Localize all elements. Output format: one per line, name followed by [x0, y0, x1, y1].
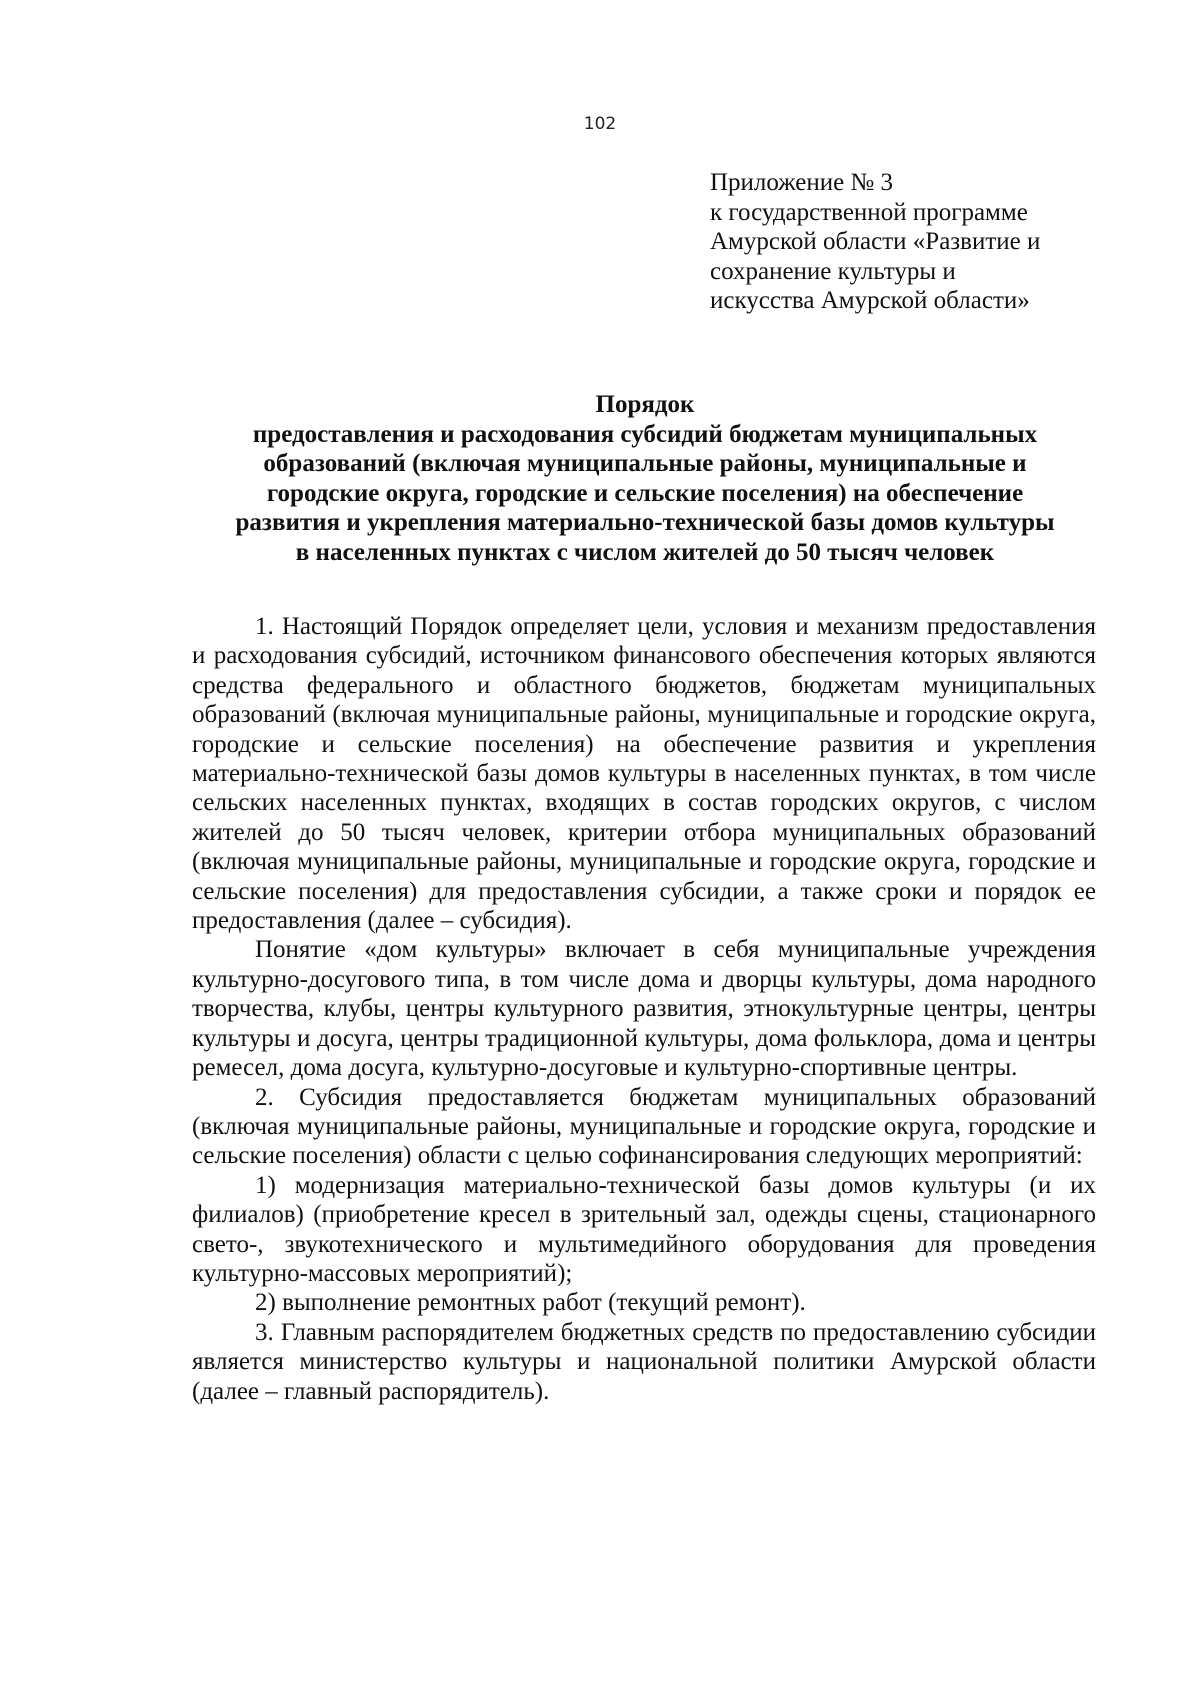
appendix-note: [710, 168, 1130, 316]
title-line: образований (включая муниципальные районы, муниципальные и: [263, 450, 1027, 477]
title-line: городские округа, городские и сельские поселения) на обеспечение: [266, 479, 1024, 507]
document-title: [150, 390, 1140, 567]
title-line: развития и укрепления материально-технической базы домов культуры: [235, 509, 1055, 536]
title-line: в населенных пунктах с числом жителей до 50 тысяч человек: [295, 538, 995, 566]
title-heading: Порядок: [595, 391, 695, 418]
appendix-line: Амурской области «Развитие и: [710, 228, 1041, 255]
paragraph-5: 2) выполнение ремонтных работ (текущий ремонт).: [255, 1289, 806, 1317]
paragraph-1: 1. Настоящий Порядок определяет цели, условия и механизм предоставления и расходования субсидий, источником финансового обеспечения которых являются средства федерального и областного бюджетов, бюджетам муниципальных образований (включая муниципальные районы, муниципальные и городские округа, городские и сельские поселения) на обеспечение развития и укрепления материально-технической базы домов культуры в населенных пунктах, в том числе сельских населенных пунктах, входящих в состав городских округов, с числом жителей до 50 тысяч человек, критерии отбора муниципальных образований (включая муниципальные районы, муниципальные и городские округа, городские и сельские поселения) для предоставления субсидии, а также сроки и порядок ее предоставления (далее – субсидия).: [192, 613, 1096, 935]
paragraph-3: 2. Субсидия предоставляется бюджетам муниципальных образований (включая муниципальные районы, муниципальные и городские округа, городские и сельские поселения) области с целью софинансирования следующих мероприятий:: [192, 1083, 1096, 1170]
title-line: предоставления и расходования субсидий бюджетам муниципальных: [252, 420, 1038, 448]
appendix-line: искусства Амурской области»: [710, 287, 1030, 314]
document-body: [192, 612, 1096, 1406]
appendix-line: Приложение № 3: [710, 169, 894, 196]
page-number: 102: [583, 114, 617, 134]
appendix-line: сохранение культуры и: [710, 257, 956, 285]
paragraph-4: 1) модернизация материально-технической базы домов культуры (и их филиалов) (приобретение кресел в зрительный зал, одежды сцены, стационарного свето-, звукотехнического и мультимедийного оборудования для проведения культурно-массовых мероприятий);: [192, 1171, 1096, 1287]
appendix-line: к государственной программе: [710, 198, 1028, 226]
paragraph-6: 3. Главным распорядителем бюджетных средств по предоставлению субсидии является министерство культуры и национальной политики Амурской области (далее – главный распорядитель).: [192, 1318, 1096, 1405]
paragraph-2: Понятие «дом культуры» включает в себя муниципальные учреждения культурно-досугового типа, в том числе дома и дворцы культуры, дома народного творчества, клубы, центры культурного развития, этнокультурные центры, центры культуры и досуга, центры традиционной культуры, дома фольклора, дома и центры ремесел, дома досуга, культурно-досуговые и культурно-спортивные центры.: [192, 936, 1096, 1082]
